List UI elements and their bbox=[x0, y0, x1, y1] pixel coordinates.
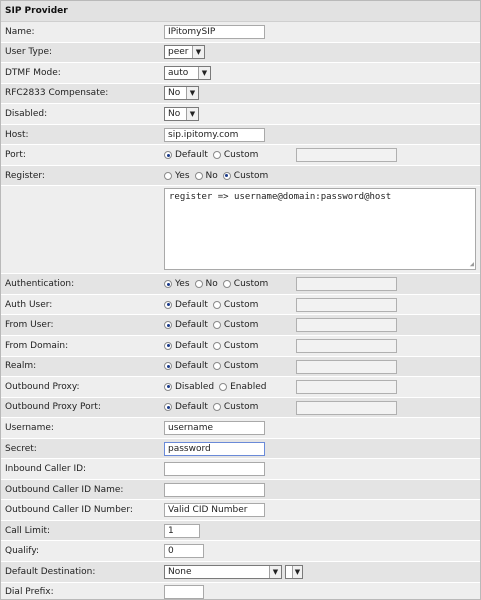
radio-selected bbox=[164, 151, 172, 159]
radio bbox=[213, 301, 221, 309]
chevron-down-icon: ▼ bbox=[198, 67, 210, 79]
inbound-cid-input[interactable] bbox=[164, 462, 265, 476]
realm-custom-text: Custom bbox=[223, 361, 259, 372]
outbound-proxy-port-custom-text: Custom bbox=[223, 402, 259, 413]
register-textarea-value: register => username@domain:password@host bbox=[169, 192, 392, 203]
radio-selected bbox=[223, 172, 231, 180]
from-domain-custom-input[interactable] bbox=[296, 339, 397, 353]
radio-selected bbox=[164, 383, 172, 391]
auth-no-text: No bbox=[205, 279, 218, 290]
row-outbound-cid-name bbox=[1, 480, 480, 501]
row-from-user bbox=[1, 315, 480, 336]
from-user-default-option[interactable] bbox=[164, 320, 208, 330]
dial-prefix-label: Dial Prefix: bbox=[5, 587, 54, 598]
secret-input[interactable]: password bbox=[164, 442, 265, 456]
outbound-proxy-label: Outbound Proxy: bbox=[5, 381, 80, 392]
from-domain-default-text: Default bbox=[175, 340, 208, 351]
row-authentication bbox=[1, 274, 480, 295]
chevron-down-icon: ▼ bbox=[292, 566, 302, 578]
row-name bbox=[1, 22, 480, 43]
register-yes-text: Yes bbox=[175, 170, 190, 181]
inbound-cid-label: Inbound Caller ID: bbox=[5, 464, 87, 475]
outbound-cid-name-label: Outbound Caller ID Name: bbox=[5, 484, 124, 495]
auth-user-custom-text: Custom bbox=[223, 299, 259, 310]
default-destination-label: Default Destination: bbox=[5, 566, 96, 577]
chevron-down-icon: ▼ bbox=[186, 87, 198, 99]
qualify-label: Qualify: bbox=[5, 546, 40, 557]
outbound-proxy-port-input[interactable] bbox=[296, 401, 397, 415]
outbound-proxy-port-custom-option[interactable] bbox=[213, 402, 258, 412]
row-dtmf bbox=[1, 63, 480, 84]
auth-label: Authentication: bbox=[5, 279, 75, 290]
row-qualify bbox=[1, 541, 480, 562]
port-custom-text: Custom bbox=[223, 150, 259, 161]
outbound-proxy-port-label: Outbound Proxy Port: bbox=[5, 402, 101, 413]
name-label: Name: bbox=[5, 26, 35, 37]
default-destination-sub-select[interactable] bbox=[285, 565, 303, 579]
row-auth-user bbox=[1, 295, 480, 316]
dtmf-select[interactable] bbox=[164, 66, 211, 80]
username-input[interactable]: username bbox=[164, 421, 265, 435]
register-custom-text: Custom bbox=[233, 170, 269, 181]
qualify-input[interactable]: 0 bbox=[164, 544, 204, 558]
row-outbound-proxy-port bbox=[1, 398, 480, 419]
from-domain-custom-text: Custom bbox=[223, 340, 259, 351]
auth-custom-option[interactable] bbox=[223, 279, 268, 289]
host-label: Host: bbox=[5, 129, 29, 140]
realm-label: Realm: bbox=[5, 361, 37, 372]
from-user-label: From User: bbox=[5, 320, 54, 331]
auth-user-default-text: Default bbox=[175, 299, 208, 310]
row-outbound-cid-number bbox=[1, 500, 480, 521]
chevron-down-icon: ▼ bbox=[186, 108, 198, 120]
register-label: Register: bbox=[5, 170, 45, 181]
radio bbox=[213, 403, 221, 411]
register-no-option[interactable] bbox=[195, 171, 218, 181]
dial-prefix-input[interactable] bbox=[164, 585, 204, 599]
dtmf-value: auto bbox=[168, 67, 189, 78]
radio-selected bbox=[164, 362, 172, 370]
panel-title: SIP Provider bbox=[1, 1, 480, 22]
port-default-text: Default bbox=[175, 150, 208, 161]
secret-label: Secret: bbox=[5, 443, 37, 454]
disabled-select[interactable] bbox=[164, 107, 199, 121]
row-outbound-proxy bbox=[1, 377, 480, 398]
default-destination-value: None bbox=[168, 566, 192, 577]
auth-yes-option[interactable] bbox=[164, 279, 190, 289]
host-input[interactable]: sip.ipitomy.com bbox=[164, 128, 265, 142]
rfc-select[interactable] bbox=[164, 86, 199, 100]
realm-custom-input[interactable] bbox=[296, 360, 397, 374]
row-username bbox=[1, 418, 480, 439]
radio bbox=[195, 280, 203, 288]
outbound-proxy-disabled-option[interactable] bbox=[164, 382, 214, 392]
from-domain-default-option[interactable] bbox=[164, 341, 208, 351]
row-rfc bbox=[1, 84, 480, 105]
auth-user-custom-input[interactable] bbox=[296, 298, 397, 312]
auth-user-custom-option[interactable] bbox=[213, 300, 258, 310]
default-destination-select[interactable] bbox=[164, 565, 282, 579]
radio bbox=[164, 172, 172, 180]
row-port bbox=[1, 145, 480, 166]
register-yes-option[interactable] bbox=[164, 171, 190, 181]
radio-selected bbox=[164, 321, 172, 329]
outbound-cid-name-input[interactable] bbox=[164, 483, 265, 497]
port-default-option[interactable] bbox=[164, 150, 208, 160]
row-from-domain bbox=[1, 336, 480, 357]
radio bbox=[195, 172, 203, 180]
row-host bbox=[1, 125, 480, 146]
outbound-cid-number-input[interactable]: Valid CID Number bbox=[164, 503, 265, 517]
row-disabled bbox=[1, 104, 480, 125]
auth-no-option[interactable] bbox=[195, 279, 218, 289]
outbound-proxy-input[interactable] bbox=[296, 380, 397, 394]
radio-selected bbox=[164, 280, 172, 288]
port-custom-option[interactable] bbox=[213, 150, 258, 160]
chevron-down-icon: ▼ bbox=[192, 46, 204, 58]
resize-grip-icon[interactable]: ◢ bbox=[469, 260, 474, 269]
rfc-label: RFC2833 Compensate: bbox=[5, 88, 109, 99]
auth-yes-text: Yes bbox=[175, 279, 190, 290]
radio-selected bbox=[164, 403, 172, 411]
register-textarea[interactable] bbox=[164, 188, 476, 270]
radio-selected bbox=[164, 301, 172, 309]
port-label: Port: bbox=[5, 150, 26, 161]
row-user-type bbox=[1, 43, 480, 64]
from-user-default-text: Default bbox=[175, 320, 208, 331]
disabled-label: Disabled: bbox=[5, 108, 48, 119]
radio-selected bbox=[164, 342, 172, 350]
outbound-proxy-port-default-text: Default bbox=[175, 402, 208, 413]
outbound-proxy-port-default-option[interactable] bbox=[164, 402, 208, 412]
row-call-limit bbox=[1, 521, 480, 542]
outbound-proxy-disabled-text: Disabled bbox=[175, 381, 215, 392]
outbound-proxy-enabled-option[interactable] bbox=[219, 382, 266, 392]
row-register bbox=[1, 166, 480, 187]
auth-user-default-option[interactable] bbox=[164, 300, 208, 310]
radio bbox=[213, 342, 221, 350]
dtmf-label: DTMF Mode: bbox=[5, 67, 61, 78]
row-dial-prefix bbox=[1, 583, 480, 600]
user-type-label: User Type: bbox=[5, 47, 53, 58]
rfc-value: No bbox=[168, 88, 181, 99]
realm-default-option[interactable] bbox=[164, 361, 208, 371]
user-type-value: peer bbox=[168, 47, 189, 58]
auth-custom-input[interactable] bbox=[296, 277, 397, 291]
radio bbox=[213, 321, 221, 329]
row-default-destination bbox=[1, 562, 480, 583]
row-inbound-cid bbox=[1, 459, 480, 480]
name-input[interactable]: IPitomySIP bbox=[164, 25, 265, 39]
realm-default-text: Default bbox=[175, 361, 208, 372]
from-domain-custom-option[interactable] bbox=[213, 341, 258, 351]
from-user-custom-option[interactable] bbox=[213, 320, 258, 330]
username-label: Username: bbox=[5, 422, 54, 433]
radio bbox=[223, 280, 231, 288]
call-limit-label: Call Limit: bbox=[5, 525, 51, 536]
auth-user-label: Auth User: bbox=[5, 299, 53, 310]
disabled-value: No bbox=[168, 108, 181, 119]
row-secret bbox=[1, 439, 480, 460]
radio bbox=[213, 151, 221, 159]
from-domain-label: From Domain: bbox=[5, 340, 69, 351]
outbound-proxy-enabled-text: Enabled bbox=[230, 381, 267, 392]
call-limit-input[interactable]: 1 bbox=[164, 524, 200, 538]
realm-custom-option[interactable] bbox=[213, 361, 258, 371]
radio bbox=[213, 362, 221, 370]
radio bbox=[219, 383, 227, 391]
row-register-text bbox=[1, 186, 480, 274]
from-user-custom-input[interactable] bbox=[296, 318, 397, 332]
port-custom-input[interactable] bbox=[296, 148, 397, 162]
register-no-text: No bbox=[205, 170, 218, 181]
chevron-down-icon: ▼ bbox=[269, 566, 281, 578]
outbound-cid-number-label: Outbound Caller ID Number: bbox=[5, 505, 133, 516]
user-type-select[interactable] bbox=[164, 45, 205, 59]
register-custom-option[interactable] bbox=[223, 171, 268, 181]
auth-custom-text: Custom bbox=[233, 279, 269, 290]
from-user-custom-text: Custom bbox=[223, 320, 259, 331]
row-realm bbox=[1, 357, 480, 378]
